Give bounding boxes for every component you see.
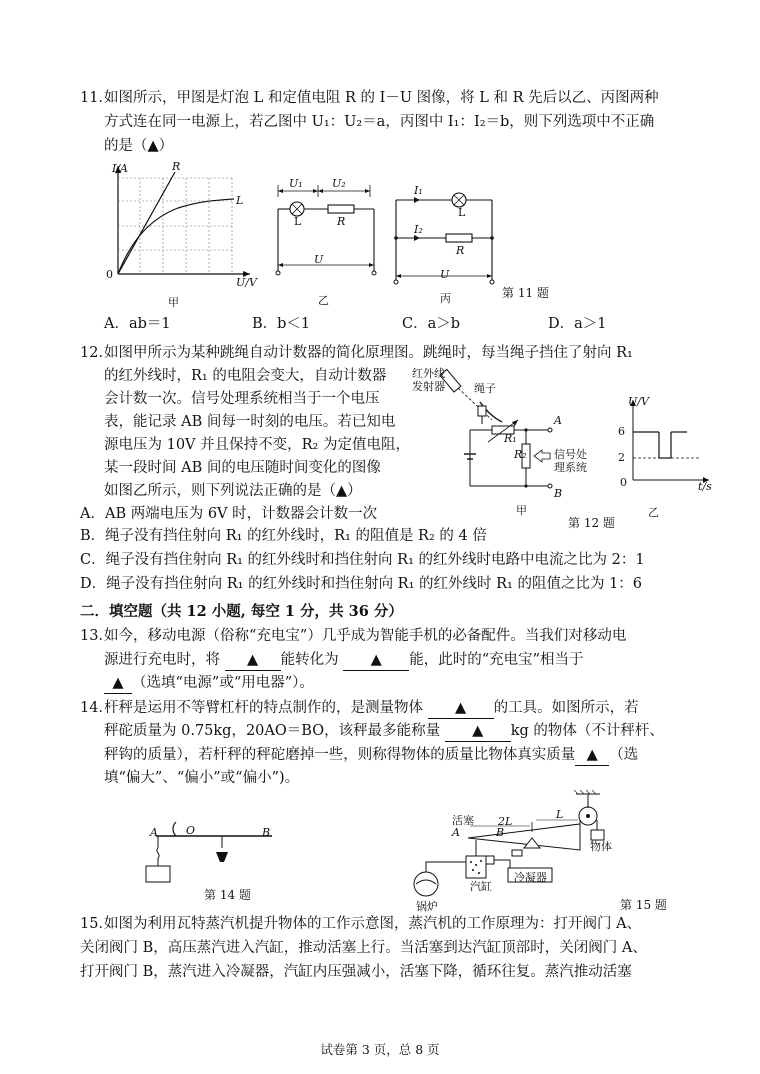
- q15-fig-a-label: A: [452, 826, 460, 839]
- q15-fig-boiler-label: 锅炉: [416, 900, 438, 913]
- q15-figure-label: 第 15 题: [620, 898, 667, 912]
- q15-text-line-3: 打开阀门 B，蒸汽进入冷凝器，汽缸内压强减小，活塞下降，循环往复。蒸汽推动活塞: [80, 964, 632, 980]
- q14-text-line-2: 秤砣质量为 0.75kg，20AO＝BO，该秤最多能称量 ▲ kg 的物体（不计秤杆、: [104, 721, 664, 742]
- q11-yi-u2: U₂: [332, 177, 346, 190]
- page-footer: 试卷第 3 页，总 8 页: [320, 1042, 440, 1057]
- q12-text-line-3: 会计数一次。信号处理系统相当于一个电压: [104, 391, 380, 407]
- q12-option-c: C．绳子没有挡住射向 R₁ 的红外线时和挡住射向 R₁ 的红外线时电路中电流之比为 2：1: [80, 552, 645, 568]
- q11-bing-caption: 丙: [440, 292, 451, 305]
- q12-jia-signal-system-2: 理系统: [554, 461, 587, 474]
- q12-option-d: D．绳子没有挡住射向 R₁ 的红外线时和挡住射向 R₁ 的红外线时 R₁ 的阻值之比为 1：6: [80, 576, 643, 592]
- q11-yi-caption: 乙: [318, 294, 329, 307]
- q11-jia-xlabel: U/V: [236, 276, 257, 289]
- q12-figure-label: 第 12 题: [568, 516, 615, 530]
- q13-number: 13．: [80, 628, 113, 644]
- q15-fig-2l-label: 2L: [498, 815, 513, 828]
- q14-text-line-4: 填“偏大”、“偏小”或“偏小”)。: [104, 770, 300, 786]
- q12-yi-xlabel: t/s: [698, 480, 712, 493]
- q14-blank-2[interactable]: ▲: [445, 721, 511, 742]
- q11-jia-caption: 甲: [168, 296, 179, 309]
- q11-option-c: C．a＞b: [402, 316, 461, 332]
- q15-fig-b-label: B: [496, 826, 505, 839]
- q14-text-line-3: 秤钩的质量），若杆秤的秤砣磨掉一些，则称得物体的质量比物体真实质量 ▲ （选: [104, 745, 638, 766]
- q11-text-line-2: 方式连在同一电源上，若乙图中 U₁：U₂＝a，丙图中 I₁：I₂＝b，则下列选项中不正确: [104, 114, 655, 130]
- q15-fig-piston-label: 活塞: [452, 814, 474, 827]
- q14-fig-a-label: A: [150, 826, 158, 839]
- q12-jia-r1-label: R₁: [504, 432, 517, 445]
- q13-blank-3[interactable]: ▲: [104, 673, 132, 694]
- q12-text-line-6: 某一段时间 AB 间的电压随时间变化的图像: [104, 460, 381, 476]
- q12-jia-emitter-label-2: 发射器: [412, 380, 445, 393]
- q12-number: 12．: [80, 345, 113, 361]
- q15-text-line-1: 如图为利用瓦特蒸汽机提升物体的工作示意图，蒸汽机的工作原理为：打开阀门 A、: [104, 916, 642, 932]
- q11-jia-curve-l-label: L: [236, 194, 244, 207]
- q12-jia-rope-label: 绳子: [474, 382, 496, 395]
- q11-figure-label: 第 11 题: [502, 286, 549, 300]
- q14-fig-b-label: B: [262, 826, 271, 839]
- q12-text-line-1: 如图甲所示为某种跳绳自动计数器的简化原理图。跳绳时，每当绳子挡住了射向 R₁: [104, 345, 633, 361]
- q15-number: 15．: [80, 916, 113, 932]
- q14-text-line-1: 杆秤是运用不等臂杠杆的特点制作的，是测量物体 ▲ 的工具。如图所示，若: [104, 698, 639, 719]
- q13-text-line-2: 源进行充电时，将 ▲ 能转化为 ▲ 能，此时的“充电宝”相当于: [104, 650, 584, 671]
- q11-number: 11．: [80, 90, 113, 106]
- q13-blank-2[interactable]: ▲: [343, 650, 409, 671]
- q11-yi-u1: U₁: [289, 177, 303, 190]
- q11-text-line-1: 如图所示，甲图是灯泡 L 和定值电阻 R 的 I－U 图像，将 L 和 R 先后以乙、丙图两种: [104, 90, 659, 106]
- q12-jia-emitter-label-1: 红外线: [412, 367, 445, 380]
- q14-number: 14．: [80, 700, 113, 716]
- q11-bing-i2: I₂: [414, 223, 423, 236]
- q12-text-line-7: 如图乙所示，则下列说法正确的是（▲）: [104, 483, 362, 499]
- q11-fig-yi-series-circuit: [270, 175, 380, 285]
- q11-bing-lamp: L: [458, 206, 466, 219]
- q12-jia-a-label: A: [554, 414, 562, 427]
- q12-jia-r2-label: R₂: [514, 448, 527, 461]
- q11-jia-curve-r-label: R: [172, 160, 181, 173]
- q15-fig-l-label: L: [556, 808, 564, 821]
- q11-text-line-3: 的是（▲）: [104, 138, 174, 154]
- q11-bing-u: U: [440, 268, 450, 281]
- section-title-fill-in: 二．填空题（共 12 小题, 每空 1 分，共 36 分）: [80, 603, 403, 620]
- q14-blank-3[interactable]: ▲: [575, 745, 609, 766]
- q12-yi-tick-2: 2: [618, 451, 625, 464]
- q11-option-b: B．b＜1: [252, 316, 311, 332]
- q11-jia-origin: 0: [106, 268, 113, 281]
- q12-jia-signal-system-1: 信号处: [554, 448, 587, 461]
- q11-yi-resistor: R: [337, 215, 346, 228]
- q14-fig-o-label: O: [186, 824, 196, 837]
- q12-jia-b-label: B: [554, 487, 563, 500]
- q12-yi-ylabel: U/V: [628, 395, 649, 408]
- q12-jia-caption: 甲: [516, 504, 527, 517]
- q11-bing-resistor: R: [456, 244, 465, 257]
- q11-jia-ylabel: I/A: [112, 162, 128, 175]
- q12-yi-tick-6: 6: [618, 425, 625, 438]
- q15-fig-cylinder-label: 汽缸: [470, 880, 492, 893]
- q11-bing-i1: I₁: [414, 184, 423, 197]
- q13-text-line-1: 如今，移动电源（俗称“充电宝”）几乎成为智能手机的必备配件。当我们对移动电: [104, 628, 627, 644]
- q12-text-line-4: 表，能记录 AB 间每一时刻的电压。若已知电: [104, 414, 396, 430]
- q11-option-a: A．ab＝1: [104, 316, 171, 332]
- q12-yi-caption: 乙: [648, 506, 659, 519]
- q13-text-line-3: ▲ （选填“电源”或“用电器”）。: [104, 673, 314, 694]
- q12-option-b: B．绳子没有挡住射向 R₁ 的红外线时，R₁ 的阻值是 R₂ 的 4 倍: [80, 528, 487, 544]
- q14-figure-label: 第 14 题: [204, 888, 251, 902]
- q12-text-line-5: 源电压为 10V 并且保持不变，R₂ 为定值电阻，: [104, 437, 410, 453]
- q15-fig-object-label: 物体: [590, 840, 612, 853]
- q12-option-a: A．AB 两端电压为 6V 时，计数器会计数一次: [80, 506, 378, 522]
- q11-yi-u: U: [314, 253, 324, 266]
- q14-blank-1[interactable]: ▲: [428, 698, 494, 719]
- q11-yi-lamp: L: [294, 215, 302, 228]
- q12-text-line-2: 的红外线时，R₁ 的电阻会变大，自动计数器: [104, 368, 387, 384]
- q15-fig-condenser-label: 冷凝器: [514, 871, 547, 884]
- q15-text-line-2: 关闭阀门 B，高压蒸汽进入汽缸，推动活塞上行。当活塞到达汽缸顶部时，关闭阀门 A、: [80, 940, 647, 956]
- q11-option-d: D．a＞1: [548, 316, 607, 332]
- q13-blank-1[interactable]: ▲: [225, 650, 281, 671]
- q12-yi-origin: 0: [620, 476, 627, 489]
